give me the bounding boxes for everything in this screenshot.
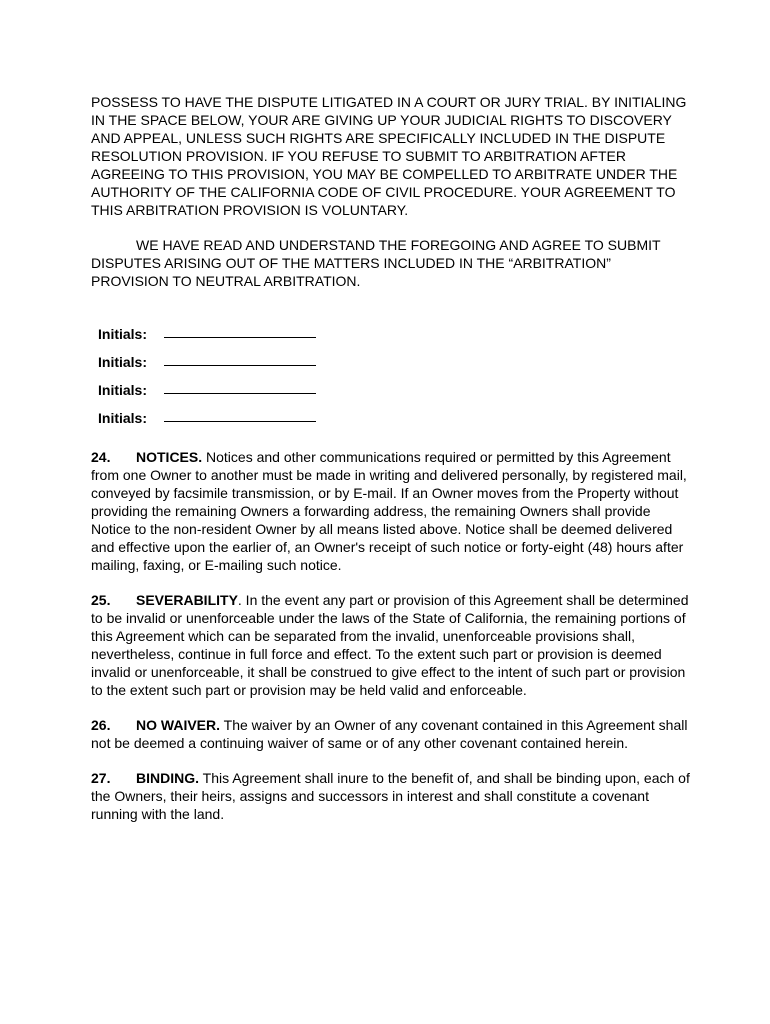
section-number: 25. bbox=[91, 592, 111, 608]
section-body: This Agreement shall inure to the benefit of, and shall be binding upon, each of the Owners, their heirs, assigns and successors in interest and shall constitute a covenant running with the land. bbox=[91, 770, 690, 822]
initials-row bbox=[98, 314, 691, 342]
arbitration-caps-paragraph: POSSESS TO HAVE THE DISPUTE LITIGATED IN A COURT OR JURY TRIAL. BY INITIALING IN THE SPACE BELOW, YOUR ARE GIVING UP YOUR JUDICIAL RIGHTS TO DISCOVERY AND APPEAL, UNLESS SUCH RIGHTS ARE SPECIFICALLY INCLUDED IN THE DISPUTE RESOLUTION PROVISION. IF YOU REFUSE TO SUBMIT TO ARBITRATION AFTER AGREEING TO THIS PROVISION, YOU MAY BE COMPELLED TO ARBITRATE UNDER THE AUTHORITY OF THE CALIFORNIA CODE OF CIVIL PROCEDURE. YOUR AGREEMENT TO THIS ARBITRATION PROVISION IS VOLUNTARY. bbox=[91, 94, 687, 218]
section-notices bbox=[91, 448, 691, 574]
initials-label: Initials: bbox=[98, 354, 148, 370]
initials-line[interactable] bbox=[164, 381, 316, 394]
section-body: Notices and other communications required or permitted by this Agreement from one Owner to another must be made in writing and delivered personally, by registered mail, conveyed by facsimile transmission, or by E-mail. If an Owner moves from the Property without providing the remaining Owners a forwarding address, the remaining Owners shall provide Notice to the non-resident Owner by all means listed above. Notice shall be deemed delivered and effective upon the earlier of, an Owner's receipt of such notice or forty-eight (48) hours after mailing, faxing, or E-mailing such notice. bbox=[91, 449, 687, 573]
initials-label: Initials: bbox=[98, 382, 148, 398]
section-no-waiver bbox=[91, 716, 691, 752]
initials-row bbox=[98, 398, 691, 426]
section-title: NOTICES. bbox=[136, 449, 203, 465]
initials-label: Initials: bbox=[98, 326, 148, 342]
section-severability bbox=[91, 591, 691, 699]
initials-row bbox=[98, 370, 691, 398]
section-title: BINDING. bbox=[136, 770, 199, 786]
document-page bbox=[91, 93, 691, 823]
section-body: . In the event any part or provision of this Agreement shall be determined to be invalid or unenforceable under the laws of the State of California, the remaining portions of this Agreement which can be separated from the invalid, unenforceable provisions shall, nevertheless, continue in full force and effect. To the extent such part or provision is deemed invalid or unenforceable, it shall be construed to give effect to the intent of such part or provision to the extent such part or provision may be held valid and enforceable. bbox=[91, 592, 689, 698]
initials-row bbox=[98, 342, 691, 370]
initials-block bbox=[98, 314, 691, 426]
section-number: 24. bbox=[91, 449, 111, 465]
section-body: The waiver by an Owner of any covenant contained in this Agreement shall not be deemed a continuing waiver of same or of any other covenant contained herein. bbox=[91, 717, 688, 751]
section-number: 26. bbox=[91, 717, 111, 733]
section-title: NO WAIVER. bbox=[136, 717, 221, 733]
section-title: SEVERABILITY bbox=[136, 592, 238, 608]
section-binding bbox=[91, 769, 691, 823]
initials-line[interactable] bbox=[164, 325, 316, 338]
initials-line[interactable] bbox=[164, 409, 316, 422]
initials-label: Initials: bbox=[98, 410, 148, 426]
initials-line[interactable] bbox=[164, 353, 316, 366]
section-number: 27. bbox=[91, 770, 111, 786]
arbitration-agreement-paragraph: WE HAVE READ AND UNDERSTAND THE FOREGOING AND AGREE TO SUBMIT DISPUTES ARISING OUT OF THE MATTERS INCLUDED IN THE “ARBITRATION” PROVISION TO NEUTRAL ARBITRATION. bbox=[91, 237, 661, 289]
